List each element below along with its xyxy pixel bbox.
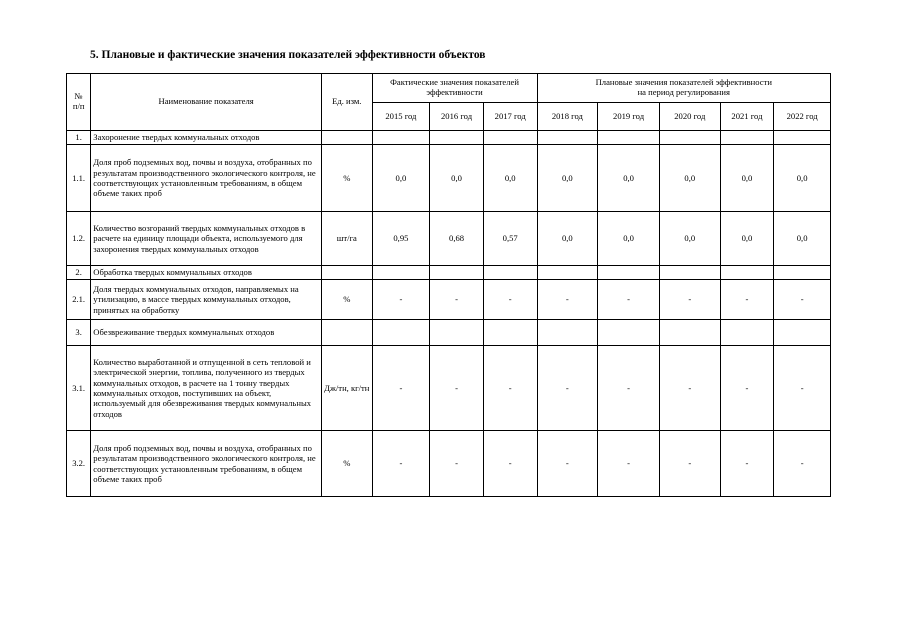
value-cell: 0,0 <box>774 145 831 212</box>
header-fact-group: Фактические значения показателей эффективности <box>372 74 537 103</box>
value-cell <box>598 266 660 280</box>
value-cell: - <box>430 346 484 431</box>
value-cell: - <box>483 431 537 497</box>
header-year: 2015 год <box>372 103 430 131</box>
header-num: № п/п <box>67 74 91 131</box>
value-cell: 0,0 <box>659 212 720 266</box>
indicator-name: Обработка твердых коммунальных отходов <box>91 266 322 280</box>
value-cell <box>483 266 537 280</box>
value-cell: - <box>372 280 430 320</box>
header-year: 2019 год <box>598 103 660 131</box>
value-cell <box>537 320 598 346</box>
table-row <box>67 280 831 320</box>
unit-cell: % <box>321 145 372 212</box>
value-cell <box>774 131 831 145</box>
value-cell: - <box>483 280 537 320</box>
value-cell: - <box>659 346 720 431</box>
value-cell <box>537 266 598 280</box>
value-cell: - <box>372 431 430 497</box>
section-row <box>67 320 831 346</box>
value-cell <box>537 131 598 145</box>
value-cell <box>372 320 430 346</box>
row-number: 3. <box>67 320 91 346</box>
value-cell <box>372 266 430 280</box>
value-cell <box>774 320 831 346</box>
indicator-name: Доля проб подземных вод, почвы и воздуха, отобранных по результатам производственного экологического контроля, не соответствующих установленным требованиям, в общем объеме таких проб <box>91 145 322 212</box>
value-cell <box>774 266 831 280</box>
unit-cell: % <box>321 280 372 320</box>
value-cell: - <box>430 431 484 497</box>
row-number: 1.2. <box>67 212 91 266</box>
value-cell: - <box>598 431 660 497</box>
unit-cell: % <box>321 431 372 497</box>
value-cell <box>598 131 660 145</box>
value-cell: - <box>774 431 831 497</box>
value-cell: - <box>537 280 598 320</box>
indicator-name: Количество выработанной и отпущенной в сеть тепловой и электрической энергии, топлива, полученного из твердых коммунальных отходов, в расчете на 1 тонну твердых коммунальных отходов, поступивших на объект, используемый для обезвреживания твердых коммунальных отходов <box>91 346 322 431</box>
header-year: 2017 год <box>483 103 537 131</box>
value-cell <box>659 266 720 280</box>
table-row <box>67 346 831 431</box>
value-cell: - <box>720 431 774 497</box>
indicator-name: Доля твердых коммунальных отходов, направляемых на утилизацию, в массе твердых коммунальных отходов, принятых на обработку <box>91 280 322 320</box>
value-cell: 0,0 <box>430 145 484 212</box>
value-cell <box>430 266 484 280</box>
value-cell: - <box>720 346 774 431</box>
header-name: Наименование показателя <box>91 74 322 131</box>
value-cell: - <box>483 346 537 431</box>
value-cell: - <box>720 280 774 320</box>
header-year: 2020 год <box>659 103 720 131</box>
value-cell: - <box>430 280 484 320</box>
unit-cell: Дж/тн, кг/тн <box>321 346 372 431</box>
indicator-name: Захоронение твердых коммунальных отходов <box>91 131 322 145</box>
row-number: 3.2. <box>67 431 91 497</box>
value-cell: - <box>598 280 660 320</box>
header-unit: Ед. изм. <box>321 74 372 131</box>
section-row <box>67 266 831 280</box>
value-cell: - <box>372 346 430 431</box>
header-year: 2022 год <box>774 103 831 131</box>
row-number: 1.1. <box>67 145 91 212</box>
value-cell <box>430 131 484 145</box>
table-row <box>67 212 831 266</box>
value-cell: - <box>598 346 660 431</box>
row-number: 1. <box>67 131 91 145</box>
row-number: 2. <box>67 266 91 280</box>
header-plan-group: Плановые значения показателей эффективности на период регулирования <box>537 74 830 103</box>
indicator-name: Доля проб подземных вод, почвы и воздуха, отобранных по результатам производственного экологического контроля, не соответствующих установленным требованиям, в общем объеме таких проб <box>91 431 322 497</box>
page-title: 5. Плановые и фактические значения показателей эффективности объектов <box>90 49 486 61</box>
section-row <box>67 131 831 145</box>
value-cell: 0,0 <box>598 212 660 266</box>
unit-cell <box>321 320 372 346</box>
value-cell: - <box>774 346 831 431</box>
value-cell <box>720 320 774 346</box>
indicator-name: Количество возгораний твердых коммунальных отходов в расчете на единицу площади объекта, используемого для захоронения твердых коммунальных отходов <box>91 212 322 266</box>
row-number: 3.1. <box>67 346 91 431</box>
value-cell <box>372 131 430 145</box>
indicator-name: Обезвреживание твердых коммунальных отходов <box>91 320 322 346</box>
value-cell <box>720 266 774 280</box>
value-cell: 0,0 <box>598 145 660 212</box>
table-row <box>67 431 831 497</box>
value-cell: 0,68 <box>430 212 484 266</box>
value-cell: 0,0 <box>720 145 774 212</box>
value-cell <box>598 320 660 346</box>
value-cell <box>483 320 537 346</box>
value-cell <box>720 131 774 145</box>
value-cell: 0,0 <box>659 145 720 212</box>
header-year: 2018 год <box>537 103 598 131</box>
value-cell: 0,0 <box>774 212 831 266</box>
table-row <box>67 145 831 212</box>
value-cell: 0,0 <box>483 145 537 212</box>
value-cell: - <box>537 431 598 497</box>
value-cell: 0,0 <box>537 145 598 212</box>
value-cell: - <box>774 280 831 320</box>
value-cell: - <box>659 280 720 320</box>
value-cell: 0,0 <box>372 145 430 212</box>
value-cell: 0,95 <box>372 212 430 266</box>
value-cell: 0,0 <box>720 212 774 266</box>
value-cell <box>659 320 720 346</box>
value-cell: 0,0 <box>537 212 598 266</box>
header-year: 2016 год <box>430 103 484 131</box>
row-number: 2.1. <box>67 280 91 320</box>
unit-cell <box>321 266 372 280</box>
value-cell <box>430 320 484 346</box>
unit-cell <box>321 131 372 145</box>
value-cell: - <box>537 346 598 431</box>
header-year: 2021 год <box>720 103 774 131</box>
value-cell <box>483 131 537 145</box>
value-cell: - <box>659 431 720 497</box>
unit-cell: шт/га <box>321 212 372 266</box>
value-cell <box>659 131 720 145</box>
indicators-table <box>66 73 831 497</box>
value-cell: 0,57 <box>483 212 537 266</box>
